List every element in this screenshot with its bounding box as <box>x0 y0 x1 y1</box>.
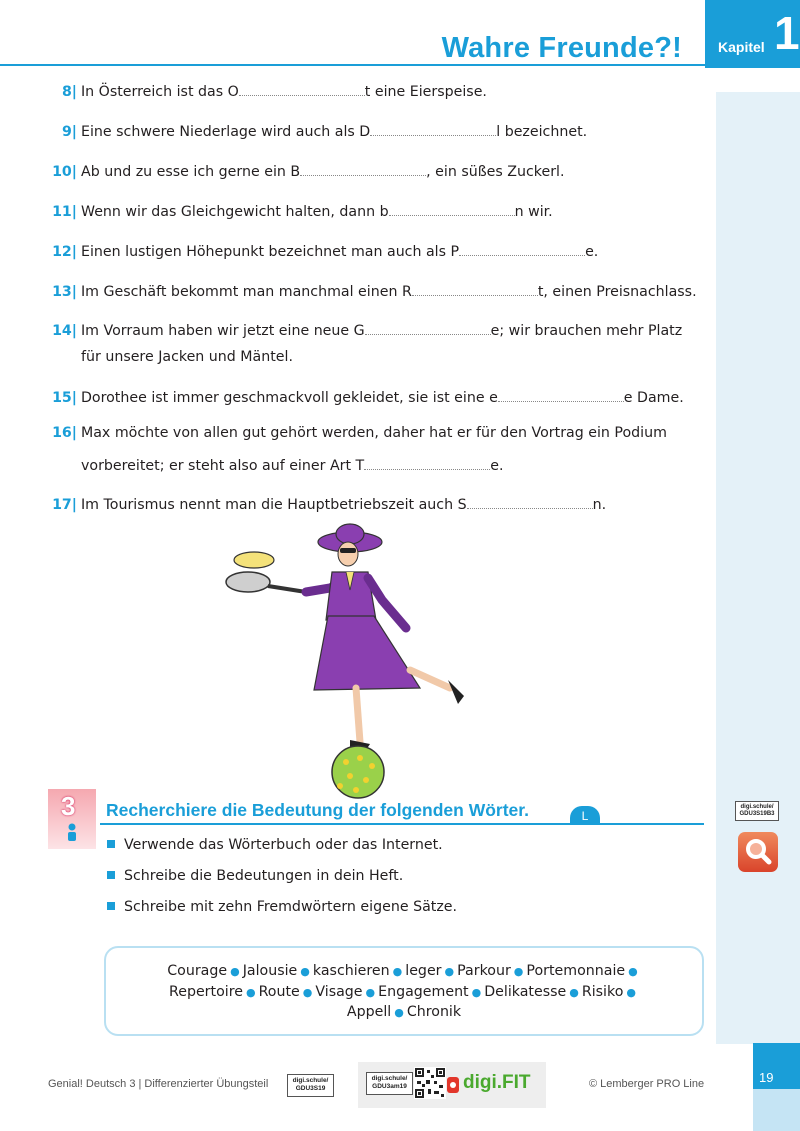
bullet-square-icon <box>107 902 115 910</box>
exercise-item-16-continuation: vorbereitet; er steht also auf einer Art T e. <box>81 458 504 474</box>
exercise-item-15: 15| Dorothee ist immer geschmackvoll gekleidet, sie ist eine e e Dame. <box>52 390 684 406</box>
bullet-square-icon <box>107 840 115 848</box>
list-item: Schreibe mit zehn Fremdwörtern eigene Sätze. <box>107 899 457 915</box>
magnifier-icon <box>738 832 778 872</box>
chapter-badge <box>705 0 800 68</box>
answer-blank[interactable] <box>370 124 496 136</box>
answer-blank[interactable] <box>498 390 624 402</box>
page-number-box-lower <box>753 1089 800 1131</box>
book-title: Genial! Deutsch 3 | Differenzierter Übungsteil <box>48 1078 269 1090</box>
exercise-item-12: 12| Einen lustigen Höhepunkt bezeichnet man auch als P e. <box>52 244 599 260</box>
bullet-square-icon <box>107 871 115 879</box>
sidebar-digi-code[interactable]: digi.schule/ GDU3S19B3 <box>735 801 779 821</box>
digifit-logo-icon <box>446 1073 461 1095</box>
exercise-item-9: 9| Eine schwere Niederlage wird auch als D l bezeichnet. <box>61 124 588 140</box>
task-divider <box>100 823 704 825</box>
person-icon <box>66 823 78 841</box>
exercise-item-11: 11| Wenn wir das Gleichgewicht halten, dann b n wir. <box>52 204 553 220</box>
header-divider <box>0 64 800 66</box>
page-title: Wahre Freunde?! <box>441 32 682 64</box>
chapter-label: Kapitel <box>718 39 765 55</box>
word-line-3: Appell ● Chronik <box>346 1004 462 1020</box>
footer-digi-code-1[interactable]: digi.schule/ GDU3S19 <box>287 1074 334 1097</box>
copyright: © Lemberger PRO Line <box>589 1078 705 1090</box>
word-line-2: Repertoire ● Route ● Visage ● Engagement ● Delikatesse ● Risiko ● <box>169 984 636 1000</box>
task-number-badge: 3 <box>48 789 96 849</box>
exercise-item-10: 10| Ab und zu esse ich gerne ein B , ein süßes Zuckerl. <box>52 164 565 180</box>
answer-blank[interactable] <box>412 284 538 296</box>
solution-badge: L <box>570 806 600 824</box>
answer-blank[interactable] <box>365 323 491 335</box>
qr-code-icon[interactable] <box>414 1067 446 1099</box>
woman-balancing-illustration <box>210 520 480 802</box>
search-button[interactable] <box>738 832 778 872</box>
answer-blank[interactable] <box>459 244 585 256</box>
answer-blank[interactable] <box>389 204 515 216</box>
answer-blank[interactable] <box>364 458 490 470</box>
list-item: Verwende das Wörterbuch oder das Internet. <box>107 837 443 853</box>
exercise-item-16: 16| Max möchte von allen gut gehört werden, daher hat er für den Vortrag ein Podium <box>52 425 667 441</box>
answer-blank[interactable] <box>300 164 426 176</box>
digifit-logo-text: digi.FIT <box>463 1072 531 1093</box>
task-title: Recherchiere die Bedeutung der folgenden Wörter. <box>106 800 529 820</box>
chapter-number: 1 <box>774 7 800 59</box>
exercise-item-8: 8| In Österreich ist das O t eine Eierspeise. <box>61 84 487 100</box>
exercise-item-14-continuation: für unsere Jacken und Mäntel. <box>81 349 293 365</box>
answer-blank[interactable] <box>239 84 365 96</box>
exercise-item-14: 14| Im Vorraum haben wir jetzt eine neue G e; wir brauchen mehr Platz <box>52 323 683 339</box>
page-number: 19 <box>759 1070 774 1085</box>
exercise-item-17: 17| Im Tourismus nennt man die Hauptbetriebszeit auch S n. <box>52 497 607 513</box>
footer-digi-code-2[interactable]: digi.schule/ GDU3am19 <box>366 1072 413 1095</box>
answer-blank[interactable] <box>467 497 593 509</box>
word-line-1: Courage ● Jalousie ● kaschieren ● leger ● Parkour ● Portemonnaie ● <box>167 963 638 979</box>
exercise-item-13: 13| Im Geschäft bekommt man manchmal einen R t, einen Preisnachlass. <box>52 284 697 300</box>
list-item: Schreibe die Bedeutungen in dein Heft. <box>107 868 403 884</box>
right-sidebar <box>716 92 800 1044</box>
